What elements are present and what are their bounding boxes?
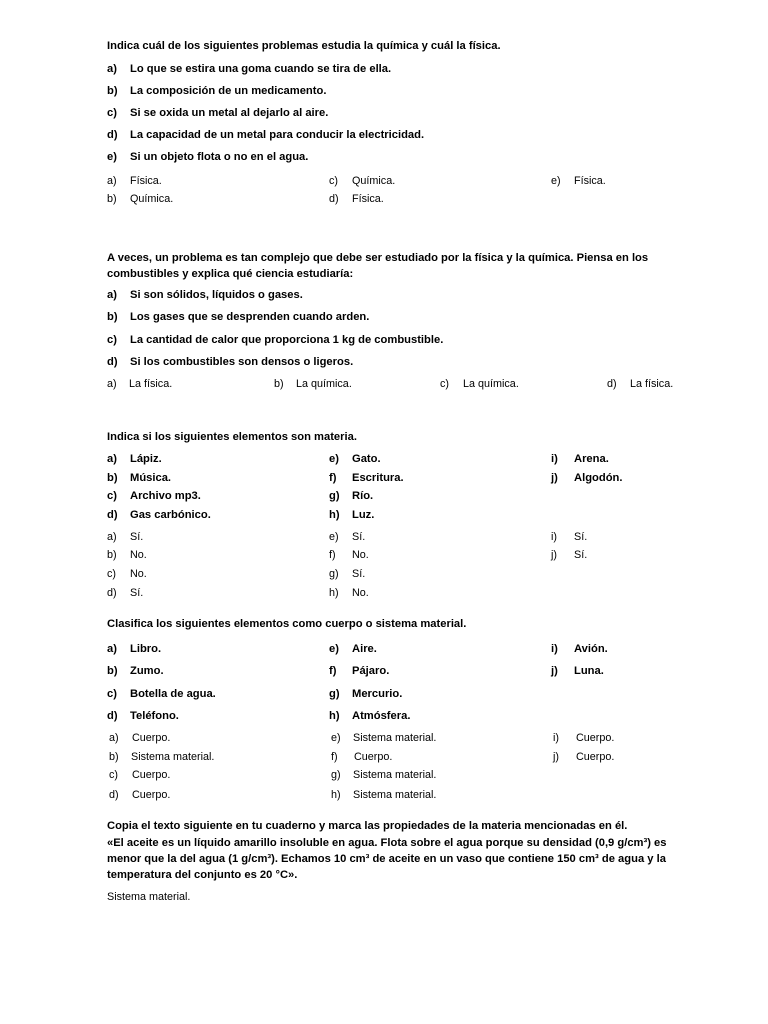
s2-title-line-1: A veces, un problema es tan complejo que debe ser estudiado por la física y la química. Piensa en los <box>107 252 649 264</box>
s4-question-d-text: Teléfono. <box>130 710 179 722</box>
s1-answer-a: a) <box>107 175 117 187</box>
s4-question-g-text: Mercurio. <box>352 688 403 700</box>
s5-body-line-3: temperatura del conjunto es 20 °C». <box>107 869 298 881</box>
s3-answer-c-text: No. <box>130 568 147 580</box>
s3-question-d-text: Gas carbónico. <box>130 509 211 521</box>
s3-question-f: f) <box>329 472 337 484</box>
s3-answer-f: f) <box>329 549 336 561</box>
s4-answer-a-text: Cuerpo. <box>132 732 171 744</box>
s3-question-b: b) <box>107 472 118 484</box>
s3-question-j: j) <box>551 472 558 484</box>
s3-answer-f-text: No. <box>352 549 369 561</box>
s2-title-line-2: combustibles y explica qué ciencia estudiaría: <box>107 268 354 280</box>
s1-question-c-text: Si se oxida un metal al dejarlo al aire. <box>130 107 329 119</box>
s2-question-c: c) <box>107 334 117 346</box>
s2-question-a: a) <box>107 289 117 301</box>
s3-question-i: i) <box>551 453 558 465</box>
s4-answer-i: i) <box>553 732 559 744</box>
s1-question-c: c) <box>107 107 117 119</box>
s1-answer-b-text: Química. <box>130 193 174 205</box>
s4-answer-b-text: Sistema material. <box>131 751 215 763</box>
s4-answer-d: d) <box>109 789 119 801</box>
s2-question-b: b) <box>107 311 118 323</box>
s3-question-b-text: Música. <box>130 472 172 484</box>
s4-question-b: b) <box>107 665 118 677</box>
s4-question-a-text: Libro. <box>130 643 162 655</box>
s3-answer-h: h) <box>329 587 339 599</box>
s4-question-f-text: Pájaro. <box>352 665 390 677</box>
s4-answer-g: g) <box>331 769 341 781</box>
s3-answer-i-text: Sí. <box>574 531 588 543</box>
s5-body-line-2: menor que la del agua (1 g/cm³). Echamos 10 cm³ de aceite en un vaso que contiene 150 cm³ de agua y la <box>107 853 666 865</box>
s1-question-b-text: La composición de un medicamento. <box>130 85 327 97</box>
s3-answer-e: e) <box>329 531 339 543</box>
s4-answer-j-text: Cuerpo. <box>576 751 615 763</box>
s4-question-i-text: Avión. <box>574 643 608 655</box>
s4-question-i: i) <box>551 643 558 655</box>
s3-question-a: a) <box>107 453 117 465</box>
s4-answer-e: e) <box>331 732 341 744</box>
s1-answer-e: e) <box>551 175 561 187</box>
s2-answer-b: b) <box>274 378 284 390</box>
s3-question-g: g) <box>329 490 340 502</box>
s1-answer-c: c) <box>329 175 338 187</box>
s4-question-a: a) <box>107 643 117 655</box>
s4-question-g: g) <box>329 688 340 700</box>
s1-question-d: d) <box>107 129 118 141</box>
s3-question-f-text: Escritura. <box>352 472 404 484</box>
s4-answer-c: c) <box>109 769 118 781</box>
s3-answer-e-text: Sí. <box>352 531 366 543</box>
s1-question-e-text: Si un objeto flota o no en el agua. <box>130 151 309 163</box>
s4-question-d: d) <box>107 710 118 722</box>
s3-question-h-text: Luz. <box>352 509 375 521</box>
s3-answer-b-text: No. <box>130 549 147 561</box>
s4-question-j: j) <box>551 665 558 677</box>
s3-answer-b: b) <box>107 549 117 561</box>
s3-answer-g: g) <box>329 568 339 580</box>
s3-question-i-text: Arena. <box>574 453 609 465</box>
s3-question-h: h) <box>329 509 340 521</box>
s2-question-b-text: Los gases que se desprenden cuando arden. <box>130 311 370 323</box>
s2-answer-a: a) <box>107 378 117 390</box>
s1-question-a-text: Lo que se estira una goma cuando se tira de ella. <box>130 63 392 75</box>
s3-question-j-text: Algodón. <box>574 472 623 484</box>
s1-question-b: b) <box>107 85 118 97</box>
s5-answer: Sistema material. <box>107 891 191 903</box>
s4-answer-h: h) <box>331 789 341 801</box>
s4-answer-e-text: Sistema material. <box>353 732 437 744</box>
s4-question-h: h) <box>329 710 340 722</box>
s1-answer-b: b) <box>107 193 117 205</box>
s1-answer-c-text: Química. <box>352 175 396 187</box>
s2-answer-d-text: La física. <box>630 378 674 390</box>
s4-question-f: f) <box>329 665 337 677</box>
s2-answer-c: c) <box>440 378 449 390</box>
s4-question-h-text: Atmósfera. <box>352 710 411 722</box>
s4-answer-g-text: Sistema material. <box>353 769 437 781</box>
s1-answer-e-text: Física. <box>574 175 606 187</box>
s2-answer-c-text: La química. <box>463 378 519 390</box>
s1-title: Indica cuál de los siguientes problemas estudia la química y cuál la física. <box>107 40 501 52</box>
s3-question-c: c) <box>107 490 117 502</box>
s1-question-e: e) <box>107 151 117 163</box>
s3-answer-h-text: No. <box>352 587 369 599</box>
s5-body-line-1: «El aceite es un líquido amarillo insoluble en agua. Flota sobre el agua porque su densidad (0,9 g/cm³) es <box>107 837 667 849</box>
s2-question-a-text: Si son sólidos, líquidos o gases. <box>130 289 303 301</box>
s4-answer-a: a) <box>109 732 119 744</box>
s1-question-a: a) <box>107 63 117 75</box>
s4-question-b-text: Zumo. <box>130 665 164 677</box>
s4-answer-c-text: Cuerpo. <box>132 769 171 781</box>
s3-question-a-text: Lápiz. <box>130 453 162 465</box>
s4-answer-b: b) <box>109 751 119 763</box>
s4-question-e: e) <box>329 643 339 655</box>
s2-answer-b-text: La química. <box>296 378 352 390</box>
s2-answer-d: d) <box>607 378 617 390</box>
s3-question-g-text: Río. <box>352 490 374 502</box>
s4-answer-f: f) <box>331 751 338 763</box>
s3-answer-d-text: Sí. <box>130 587 144 599</box>
s2-answer-a-text: La física. <box>129 378 173 390</box>
s4-question-e-text: Aire. <box>352 643 377 655</box>
s2-question-c-text: La cantidad de calor que proporciona 1 kg de combustible. <box>130 334 444 346</box>
s3-answer-j: j) <box>551 549 557 561</box>
s1-answer-a-text: Física. <box>130 175 162 187</box>
s1-answer-d: d) <box>329 193 339 205</box>
s3-answer-a: a) <box>107 531 117 543</box>
s2-question-d-text: Si los combustibles son densos o ligeros. <box>130 356 354 368</box>
s4-question-c-text: Botella de agua. <box>130 688 216 700</box>
s1-question-d-text: La capacidad de un metal para conducir la electricidad. <box>130 129 425 141</box>
s4-question-j-text: Luna. <box>574 665 604 677</box>
s3-answer-i: i) <box>551 531 557 543</box>
s4-answer-h-text: Sistema material. <box>353 789 437 801</box>
s4-answer-j: j) <box>553 751 559 763</box>
s4-title: Clasifica los siguientes elementos como cuerpo o sistema material. <box>107 618 467 630</box>
s3-question-e-text: Gato. <box>352 453 381 465</box>
s3-answer-j-text: Sí. <box>574 549 588 561</box>
s3-question-d: d) <box>107 509 118 521</box>
s1-answer-d-text: Física. <box>352 193 384 205</box>
s2-question-d: d) <box>107 356 118 368</box>
s4-answer-i-text: Cuerpo. <box>576 732 615 744</box>
s3-title: Indica si los siguientes elementos son materia. <box>107 431 357 443</box>
s3-answer-c: c) <box>107 568 116 580</box>
s4-answer-d-text: Cuerpo. <box>132 789 171 801</box>
s4-question-c: c) <box>107 688 117 700</box>
s3-answer-d: d) <box>107 587 117 599</box>
s5-title: Copia el texto siguiente en tu cuaderno y marca las propiedades de la materia mencionadas en él. <box>107 820 628 832</box>
s3-answer-g-text: Sí. <box>352 568 366 580</box>
s3-question-c-text: Archivo mp3. <box>130 490 201 502</box>
s4-answer-f-text: Cuerpo. <box>354 751 393 763</box>
s3-answer-a-text: Sí. <box>130 531 144 543</box>
s3-question-e: e) <box>329 453 339 465</box>
